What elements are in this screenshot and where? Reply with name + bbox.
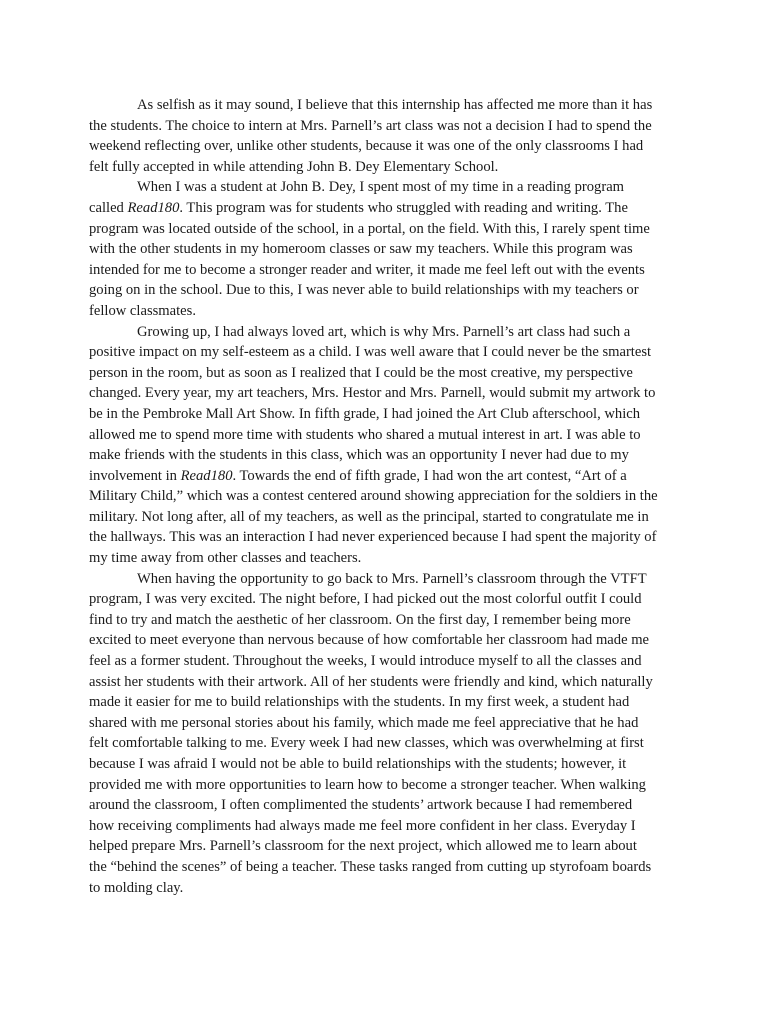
text-line: military. Not long after, all of my teachers, as well as the principal, started to congratulate me in (89, 508, 649, 525)
text-line: changed. Every year, my art teachers, Mrs. Hestor and Mrs. Parnell, would submit my artwork to (89, 385, 656, 402)
text-line: Military Child,” which was a contest centered around showing appreciation for the soldiers in the (89, 488, 658, 505)
text-line: program was located outside of the school, in a portal, on the field. With this, I rarely spent time (89, 220, 650, 237)
text-line: the “behind the scenes” of being a teacher. These tasks ranged from cutting up styrofoam boards (89, 858, 652, 875)
text-line: around the classroom, I often complimented the students’ artwork because I had remembered (89, 797, 633, 814)
text-line: the students. The choice to intern at Mrs. Parnell’s art class was not a decision I had to spend the (89, 117, 652, 134)
document-page (89, 95, 685, 898)
italic-title: Read180 (127, 199, 180, 216)
paragraph (89, 177, 685, 321)
text-line: feel as a former student. Throughout the weeks, I would introduce myself to all the classes and (89, 653, 642, 670)
text-line: make friends with the students in this class, which was an opportunity I never had due to my (89, 447, 629, 464)
text-line: When having the opportunity to go back to Mrs. Parnell’s classroom through the VTFT (137, 570, 647, 587)
text-line: because I was afraid I would not be able to build relationships with the students; however, it (89, 756, 627, 772)
text-line: fellow classmates. (89, 302, 196, 319)
text-line: Growing up, I had always loved art, which is why Mrs. Parnell’s art class had such a (137, 323, 631, 340)
paragraph (89, 569, 685, 899)
text-line: to molding clay. (89, 879, 184, 896)
text-line: positive impact on my self-esteem as a child. I was well aware that I could never be the smartest (89, 344, 652, 361)
text-line: my time away from other classes and teachers. (89, 550, 362, 567)
text-line: involvement in Read180. Towards the end of fifth grade, I had won the art contest, “Art of a (89, 467, 627, 484)
text-line: with the other students in my homeroom classes or saw my teachers. While this program was (89, 241, 633, 258)
text-line: weekend reflecting over, unlike other students, because it was one of the only classrooms I had (89, 138, 644, 155)
text-line: shared with me personal stories about his family, which made me feel appreciative that he had (89, 714, 639, 731)
italic-title: Read180 (180, 467, 233, 484)
text-line: find to try and match the aesthetic of her classroom. On the first day, I remember being more (89, 611, 631, 628)
text-line: called Read180. This program was for students who struggled with reading and writing. The (89, 199, 628, 216)
text-line: the hallways. This was an interaction I had never experienced because I had spent the majority of (89, 529, 657, 546)
paragraph (89, 95, 685, 177)
text-line: excited to meet everyone than nervous because of how comfortable her classroom had made me (89, 632, 650, 649)
text-line: assist her students with their artwork. All of her students were friendly and kind, which naturally (89, 673, 653, 690)
text-line: helped prepare Mrs. Parnell’s classroom for the next project, which allowed me to learn about (89, 838, 637, 855)
text-line: how receiving compliments had always made me feel more confident in her class. Everyday I (89, 817, 636, 834)
text-line: felt fully accepted in while attending John B. Dey Elementary School. (89, 158, 499, 175)
text-line: When I was a student at John B. Dey, I spent most of my time in a reading program (137, 179, 625, 196)
text-line: be in the Pembroke Mall Art Show. In fifth grade, I had joined the Art Club afterschool, which (89, 405, 641, 422)
text-line: provided me with more opportunities to learn how to become a stronger teacher. When walking (89, 776, 646, 793)
text-line: made it easier for me to build relationships with the students. In my first week, a student had (89, 694, 630, 711)
text-line: As selfish as it may sound, I believe that this internship has affected me more than it has (137, 97, 653, 113)
paragraph (89, 322, 685, 569)
text-line: intended for me to become a stronger reader and writer, it made me feel left out with the events (89, 261, 645, 278)
text-line: allowed me to spend more time with students who shared a mutual interest in art. I was able to (89, 426, 641, 443)
text-line: program, I was very excited. The night before, I had picked out the most colorful outfit I could (89, 591, 642, 608)
text-line: felt comfortable talking to me. Every week I had new classes, which was overwhelming at first (89, 735, 644, 752)
text-line: going on in the school. Due to this, I was never able to build relationships with my teachers or (89, 282, 639, 299)
text-line: person in the room, but as soon as I realized that I could be the most creative, my perspective (89, 364, 633, 381)
